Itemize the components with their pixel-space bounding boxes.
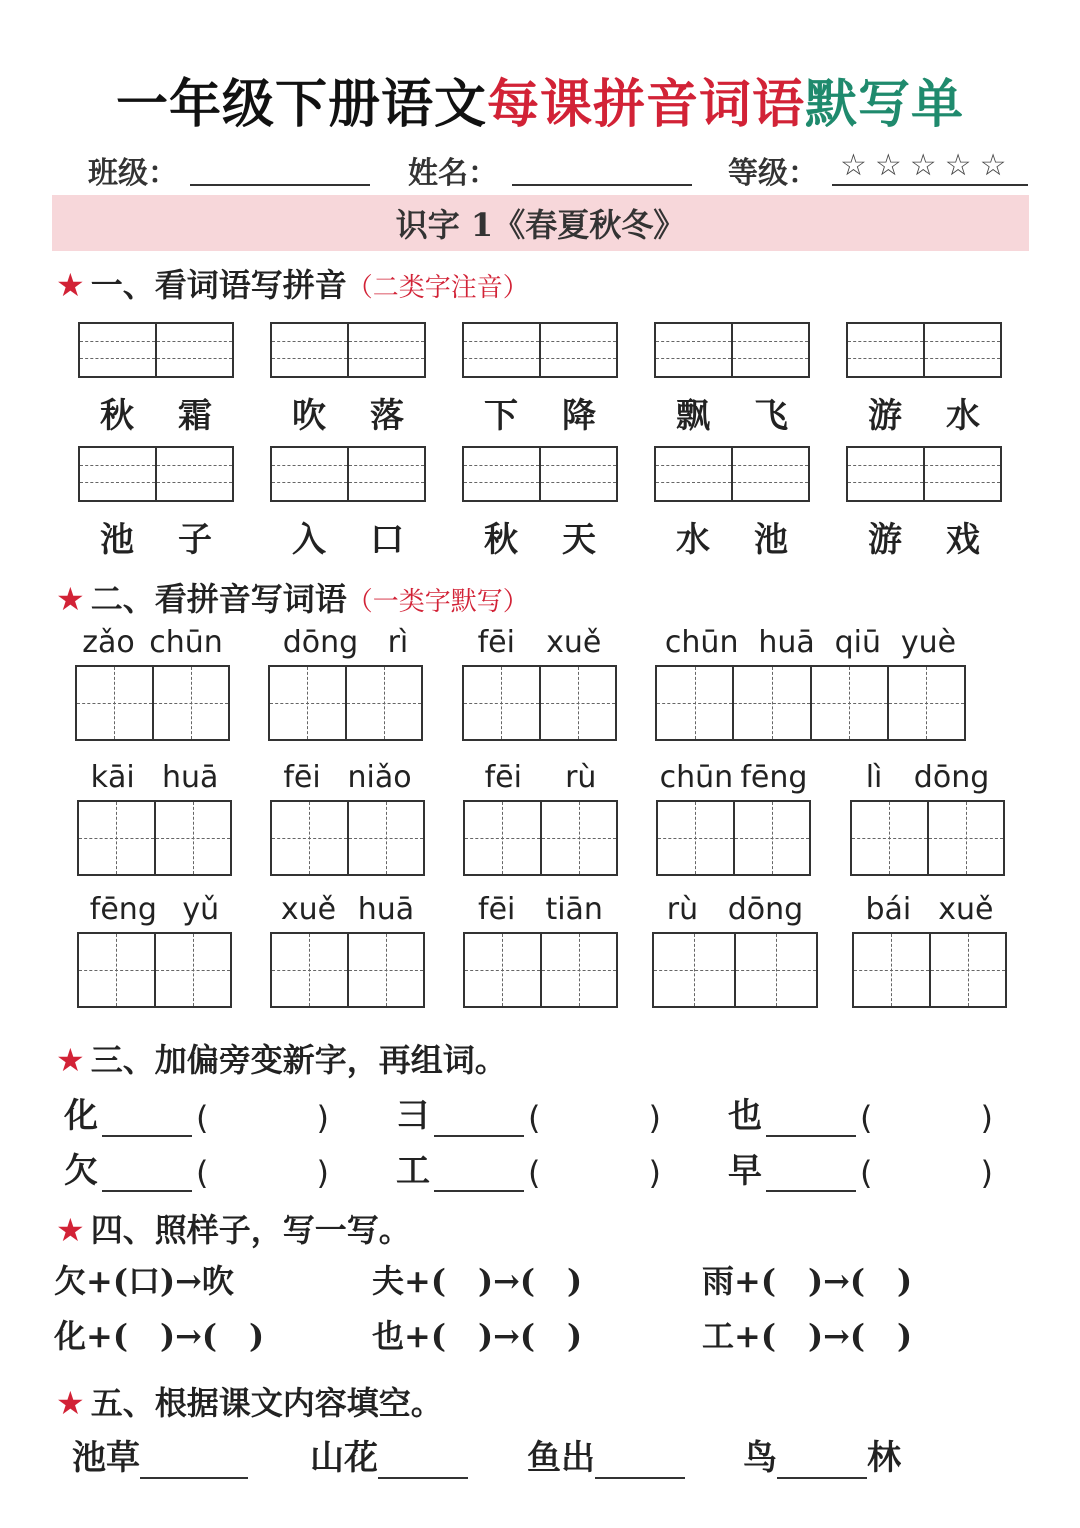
- guide-line: [656, 358, 731, 359]
- guide-line: [695, 667, 696, 739]
- guide-line: [464, 358, 539, 359]
- pinyin-syllable: rì: [387, 625, 409, 660]
- tianzige-cell[interactable]: [272, 934, 349, 1006]
- fill-item: [527, 1430, 685, 1479]
- section2-title: 二、看拼音写词语: [90, 580, 347, 618]
- pinyin-cell[interactable]: [272, 448, 349, 500]
- tianzige-cell[interactable]: [272, 802, 349, 874]
- word-char: 降: [562, 396, 596, 436]
- guide-line: [925, 482, 1000, 483]
- word-char: 池: [754, 520, 788, 560]
- guide-line: [925, 358, 1000, 359]
- title-part2: 每课拼音词语: [486, 74, 805, 135]
- guide-line: [968, 934, 969, 1006]
- word-characters: [462, 512, 618, 561]
- open-paren: (: [860, 1154, 873, 1192]
- pinyin-syllable: kāi: [90, 760, 135, 795]
- fill-blank[interactable]: [140, 1447, 248, 1479]
- guide-line: [272, 465, 347, 466]
- fill-blank[interactable]: [378, 1447, 468, 1479]
- guide-line: [848, 465, 923, 466]
- pinyin-syllable: fēi: [484, 760, 522, 795]
- pinyin-cell[interactable]: [349, 324, 424, 376]
- pinyin-write-box[interactable]: [462, 446, 618, 502]
- pinyin-label: [77, 892, 232, 927]
- radical-item: [64, 1088, 329, 1137]
- tianzige-box[interactable]: [652, 932, 818, 1008]
- pinyin-syllable: dōng: [282, 625, 359, 660]
- pinyin-syllable: fēi: [478, 892, 516, 927]
- guide-line: [116, 934, 117, 1006]
- tianzige-cell[interactable]: [542, 934, 617, 1006]
- formula-item[interactable]: 欠+(口)→吹: [54, 1262, 234, 1300]
- pinyin-write-box[interactable]: [270, 446, 426, 502]
- base-char: 彐: [396, 1096, 430, 1136]
- close-paren: ): [980, 1099, 993, 1137]
- guide-line: [848, 341, 923, 342]
- grade-stars[interactable]: ☆☆☆☆☆: [840, 148, 1015, 183]
- tianzige-cell[interactable]: [349, 802, 424, 874]
- word-characters: [846, 512, 1002, 561]
- pinyin-syllable: huā: [161, 760, 219, 795]
- tianzige-cell[interactable]: [154, 667, 229, 739]
- tianzige-box[interactable]: [852, 932, 1007, 1008]
- pinyin-cell[interactable]: [733, 324, 808, 376]
- tianzige-cell[interactable]: [735, 802, 810, 874]
- guide-line: [80, 358, 155, 359]
- tianzige-cell[interactable]: [465, 934, 542, 1006]
- word-char: 戏: [946, 520, 980, 560]
- section1-title: 一、看词语写拼音: [90, 266, 347, 304]
- fill-prefix: 池草: [72, 1438, 140, 1478]
- word-characters: [654, 512, 810, 561]
- fill-suffix: 林: [867, 1438, 901, 1478]
- tianzige-cell[interactable]: [77, 667, 154, 739]
- title-part3: 默写单: [805, 74, 965, 135]
- pinyin-label: [268, 625, 423, 660]
- guide-line: [925, 341, 1000, 342]
- guide-line: [695, 802, 696, 874]
- formula-item[interactable]: 雨+( )→( ): [702, 1262, 913, 1300]
- pinyin-syllable: huā: [357, 892, 415, 927]
- open-paren: (: [528, 1154, 541, 1192]
- pinyin-cell[interactable]: [541, 448, 616, 500]
- tianzige-box[interactable]: [77, 932, 232, 1008]
- pinyin-syllable: fēi: [477, 625, 515, 660]
- guide-line: [733, 482, 808, 483]
- guide-line: [848, 358, 923, 359]
- word-char: 霜: [178, 396, 212, 436]
- fill-blank[interactable]: [777, 1447, 867, 1479]
- pinyin-syllable: chūn: [149, 625, 223, 660]
- guide-line: [157, 358, 232, 359]
- tianzige-cell[interactable]: [931, 934, 1006, 1006]
- guide-line: [80, 482, 155, 483]
- tianzige-cell[interactable]: [542, 802, 617, 874]
- class-field[interactable]: [190, 184, 370, 186]
- title-part1: 一年级下册语文: [115, 74, 487, 135]
- tianzige-cell[interactable]: [852, 802, 929, 874]
- guide-line: [116, 802, 117, 874]
- guide-line: [848, 482, 923, 483]
- pinyin-write-box[interactable]: [654, 446, 810, 502]
- tianzige-cell[interactable]: [541, 667, 616, 739]
- pinyin-cell[interactable]: [925, 448, 1000, 500]
- tianzige-cell[interactable]: [79, 934, 156, 1006]
- guide-line: [307, 667, 308, 739]
- pinyin-syllable: xuě: [280, 892, 337, 927]
- radical-item: [64, 1143, 329, 1192]
- star-icon: ★: [56, 1211, 85, 1249]
- guide-line: [733, 358, 808, 359]
- fill-item: [72, 1430, 248, 1479]
- star-icon: ★: [56, 266, 85, 304]
- word-char: 飘: [676, 396, 710, 436]
- guide-line: [272, 358, 347, 359]
- radical-item: [396, 1088, 661, 1137]
- new-char-blank[interactable]: [766, 1105, 856, 1137]
- guide-line: [191, 667, 192, 739]
- pinyin-syllable: chūn: [659, 760, 734, 795]
- guide-line: [656, 341, 731, 342]
- pinyin-syllable: yuè: [900, 625, 957, 660]
- guide-line: [694, 934, 695, 1006]
- tianzige-box[interactable]: [268, 665, 423, 741]
- pinyin-label: [852, 892, 1007, 927]
- pinyin-cell[interactable]: [656, 448, 733, 500]
- pinyin-cell[interactable]: [848, 448, 925, 500]
- formula-item[interactable]: 工+( )→( ): [702, 1317, 913, 1355]
- tianzige-cell[interactable]: [812, 667, 889, 739]
- pinyin-syllable: tiān: [545, 892, 603, 927]
- guide-line: [114, 667, 115, 739]
- guide-line: [157, 341, 232, 342]
- new-char-blank[interactable]: [766, 1160, 856, 1192]
- pinyin-write-box[interactable]: [462, 322, 618, 378]
- guide-line: [386, 802, 387, 874]
- base-char: 工: [396, 1151, 430, 1191]
- open-paren: (: [860, 1099, 873, 1137]
- tianzige-box[interactable]: [655, 665, 966, 741]
- guide-line: [656, 465, 731, 466]
- close-paren: ): [648, 1099, 661, 1137]
- pinyin-cell[interactable]: [157, 448, 232, 500]
- guide-line: [386, 934, 387, 1006]
- fill-item: [743, 1430, 901, 1479]
- guide-line: [733, 465, 808, 466]
- word-char: 入: [292, 520, 326, 560]
- formula-item[interactable]: 化+( )→( ): [54, 1317, 265, 1355]
- fill-prefix: 鱼出: [527, 1438, 595, 1478]
- name-label: 姓名：: [408, 156, 498, 191]
- tianzige-cell[interactable]: [349, 934, 424, 1006]
- word-characters: [270, 512, 426, 561]
- section5-heading: [56, 1378, 443, 1424]
- radical-item: [728, 1088, 993, 1137]
- name-field[interactable]: [512, 184, 692, 186]
- guide-line: [309, 802, 310, 874]
- tianzige-cell[interactable]: [889, 667, 964, 739]
- word-char: 下: [484, 396, 518, 436]
- pinyin-syllable: rù: [565, 760, 597, 795]
- tianzige-cell[interactable]: [736, 934, 816, 1006]
- guide-line: [464, 482, 539, 483]
- tianzige-cell[interactable]: [464, 667, 541, 739]
- pinyin-syllable: bái: [865, 892, 912, 927]
- tianzige-cell[interactable]: [658, 802, 735, 874]
- guide-line: [349, 341, 424, 342]
- section5-title: 五、根据课文内容填空。: [90, 1384, 443, 1422]
- open-paren: (: [196, 1099, 209, 1137]
- pinyin-cell[interactable]: [541, 324, 616, 376]
- word-char: 吹: [292, 396, 326, 436]
- tianzige-box[interactable]: [75, 665, 230, 741]
- pinyin-syllable: qiū: [834, 625, 881, 660]
- guide-line: [272, 482, 347, 483]
- pinyin-label: [75, 625, 230, 660]
- pinyin-cell[interactable]: [656, 324, 733, 376]
- pinyin-label: [850, 760, 1005, 795]
- section1-heading: [56, 260, 529, 306]
- tianzige-cell[interactable]: [654, 934, 736, 1006]
- pinyin-syllable: niǎo: [347, 760, 412, 795]
- section4-heading: [56, 1205, 411, 1251]
- guide-line: [579, 934, 580, 1006]
- star-icon: ★: [56, 1041, 85, 1079]
- close-paren: ): [648, 1154, 661, 1192]
- pinyin-label: [462, 625, 617, 660]
- section3-title: 三、加偏旁变新字，再组词。: [90, 1041, 507, 1079]
- tianzige-cell[interactable]: [270, 667, 347, 739]
- tianzige-cell[interactable]: [347, 667, 422, 739]
- pinyin-cell[interactable]: [80, 448, 157, 500]
- tianzige-cell[interactable]: [929, 802, 1004, 874]
- pinyin-write-box[interactable]: [78, 446, 234, 502]
- close-paren: ): [316, 1154, 329, 1192]
- guide-line: [656, 482, 731, 483]
- radical-item: [728, 1143, 993, 1192]
- tianzige-cell[interactable]: [465, 802, 542, 874]
- word-characters: [654, 388, 810, 437]
- guide-line: [541, 482, 616, 483]
- guide-line: [157, 482, 232, 483]
- word-char: 水: [946, 396, 980, 436]
- section2-heading: [56, 574, 529, 620]
- base-char: 欠: [64, 1151, 98, 1191]
- pinyin-cell[interactable]: [272, 324, 349, 376]
- pinyin-syllable: fēng: [740, 760, 808, 795]
- tianzige-box[interactable]: [270, 800, 425, 876]
- pinyin-syllable: xuě: [938, 892, 994, 927]
- guide-line: [541, 358, 616, 359]
- base-char: 化: [64, 1096, 98, 1136]
- guide-line: [772, 802, 773, 874]
- word-char: 天: [562, 520, 596, 560]
- guide-line: [272, 341, 347, 342]
- tianzige-box[interactable]: [656, 800, 811, 876]
- guide-line: [772, 667, 773, 739]
- word-char: 池: [100, 520, 134, 560]
- pinyin-write-box[interactable]: [78, 322, 234, 378]
- fill-prefix: 鸟: [743, 1438, 777, 1478]
- base-char: 早: [728, 1151, 762, 1191]
- tianzige-box[interactable]: [462, 665, 617, 741]
- section1-note: （二类字注音）: [346, 273, 529, 303]
- guide-line: [193, 934, 194, 1006]
- guide-line: [776, 934, 777, 1006]
- word-char: 秋: [100, 396, 134, 436]
- guide-line: [578, 667, 579, 739]
- guide-line: [502, 934, 503, 1006]
- radical-item: [396, 1143, 661, 1192]
- guide-line: [502, 802, 503, 874]
- word-char: 游: [868, 396, 902, 436]
- pinyin-cell[interactable]: [349, 448, 424, 500]
- guide-line: [157, 465, 232, 466]
- class-label: 班级：: [88, 156, 178, 191]
- new-char-blank[interactable]: [434, 1160, 524, 1192]
- tianzige-box[interactable]: [850, 800, 1005, 876]
- pinyin-syllable: lì: [865, 760, 883, 795]
- tianzige-cell[interactable]: [79, 802, 156, 874]
- pinyin-syllable: dōng: [727, 892, 804, 927]
- word-char: 游: [868, 520, 902, 560]
- word-characters: [846, 388, 1002, 437]
- word-characters: [270, 388, 426, 437]
- pinyin-label: [463, 892, 618, 927]
- pinyin-syllable: dōng: [913, 760, 990, 795]
- pinyin-write-box[interactable]: [654, 322, 810, 378]
- guide-line: [80, 465, 155, 466]
- pinyin-write-box[interactable]: [270, 322, 426, 378]
- tianzige-box[interactable]: [463, 800, 618, 876]
- word-char: 水: [676, 520, 710, 560]
- grade-label: 等级：: [728, 156, 818, 191]
- pinyin-label: [652, 892, 818, 927]
- formula-item[interactable]: 夫+( )→( ): [372, 1262, 583, 1300]
- formula-item[interactable]: 也+( )→( ): [372, 1317, 583, 1355]
- word-char: 秋: [484, 520, 518, 560]
- tianzige-cell[interactable]: [657, 667, 734, 739]
- star-icon: ★: [56, 1384, 85, 1422]
- word-characters: [78, 388, 234, 437]
- word-characters: [78, 512, 234, 561]
- pinyin-cell[interactable]: [464, 448, 541, 500]
- pinyin-cell[interactable]: [157, 324, 232, 376]
- guide-line: [464, 341, 539, 342]
- guide-line: [501, 667, 502, 739]
- guide-line: [926, 667, 927, 739]
- guide-line: [384, 667, 385, 739]
- pinyin-label: [656, 760, 811, 795]
- pinyin-cell[interactable]: [733, 448, 808, 500]
- pinyin-syllable: xuě: [546, 625, 602, 660]
- pinyin-label: [655, 625, 966, 660]
- guide-line: [80, 341, 155, 342]
- star-icon: ★: [56, 580, 85, 618]
- fill-item: [310, 1430, 468, 1479]
- guide-line: [891, 934, 892, 1006]
- pinyin-label: [270, 760, 425, 795]
- new-char-blank[interactable]: [102, 1105, 192, 1137]
- fill-blank[interactable]: [595, 1447, 685, 1479]
- pinyin-write-box[interactable]: [846, 446, 1002, 502]
- word-characters: [462, 388, 618, 437]
- pinyin-label: [77, 760, 232, 795]
- pinyin-cell[interactable]: [925, 324, 1000, 376]
- page-title: [0, 62, 1080, 137]
- close-paren: ): [980, 1154, 993, 1192]
- section2-note: （一类字默写）: [346, 587, 529, 617]
- guide-line: [349, 465, 424, 466]
- tianzige-cell[interactable]: [156, 934, 231, 1006]
- close-paren: ): [316, 1099, 329, 1137]
- new-char-blank[interactable]: [434, 1105, 524, 1137]
- lesson-title: 识字 1《春夏秋冬》: [395, 206, 686, 244]
- guide-line: [889, 802, 890, 874]
- base-char: 也: [728, 1096, 762, 1136]
- guide-line: [541, 341, 616, 342]
- pinyin-syllable: yǔ: [182, 892, 220, 927]
- guide-line: [966, 802, 967, 874]
- word-char: 落: [370, 396, 404, 436]
- guide-line: [349, 358, 424, 359]
- open-paren: (: [196, 1154, 209, 1192]
- guide-line: [849, 667, 850, 739]
- pinyin-syllable: chūn: [664, 625, 739, 660]
- fill-prefix: 山花: [310, 1438, 378, 1478]
- guide-line: [733, 341, 808, 342]
- guide-line: [464, 465, 539, 466]
- guide-line: [309, 934, 310, 1006]
- guide-line: [349, 482, 424, 483]
- tianzige-box[interactable]: [270, 932, 425, 1008]
- new-char-blank[interactable]: [102, 1160, 192, 1192]
- word-char: 口: [370, 520, 404, 560]
- section3-heading: [56, 1035, 507, 1081]
- guide-line: [193, 802, 194, 874]
- tianzige-box[interactable]: [463, 932, 618, 1008]
- pinyin-syllable: fēi: [283, 760, 321, 795]
- pinyin-cell[interactable]: [848, 324, 925, 376]
- tianzige-cell[interactable]: [734, 667, 811, 739]
- word-char: 飞: [754, 396, 788, 436]
- pinyin-label: [463, 760, 618, 795]
- open-paren: (: [528, 1099, 541, 1137]
- tianzige-box[interactable]: [77, 800, 232, 876]
- pinyin-syllable: huā: [758, 625, 815, 660]
- grade-field[interactable]: [832, 184, 1028, 186]
- pinyin-syllable: zǎo: [82, 625, 135, 660]
- guide-line: [579, 802, 580, 874]
- pinyin-write-box[interactable]: [846, 322, 1002, 378]
- pinyin-syllable: rù: [666, 892, 699, 927]
- word-char: 子: [178, 520, 212, 560]
- guide-line: [541, 465, 616, 466]
- tianzige-cell[interactable]: [854, 934, 931, 1006]
- pinyin-cell[interactable]: [464, 324, 541, 376]
- guide-line: [925, 465, 1000, 466]
- pinyin-label: [270, 892, 425, 927]
- pinyin-syllable: fēng: [89, 892, 157, 927]
- pinyin-cell[interactable]: [80, 324, 157, 376]
- section4-title: 四、照样子，写一写。: [90, 1211, 411, 1249]
- tianzige-cell[interactable]: [156, 802, 231, 874]
